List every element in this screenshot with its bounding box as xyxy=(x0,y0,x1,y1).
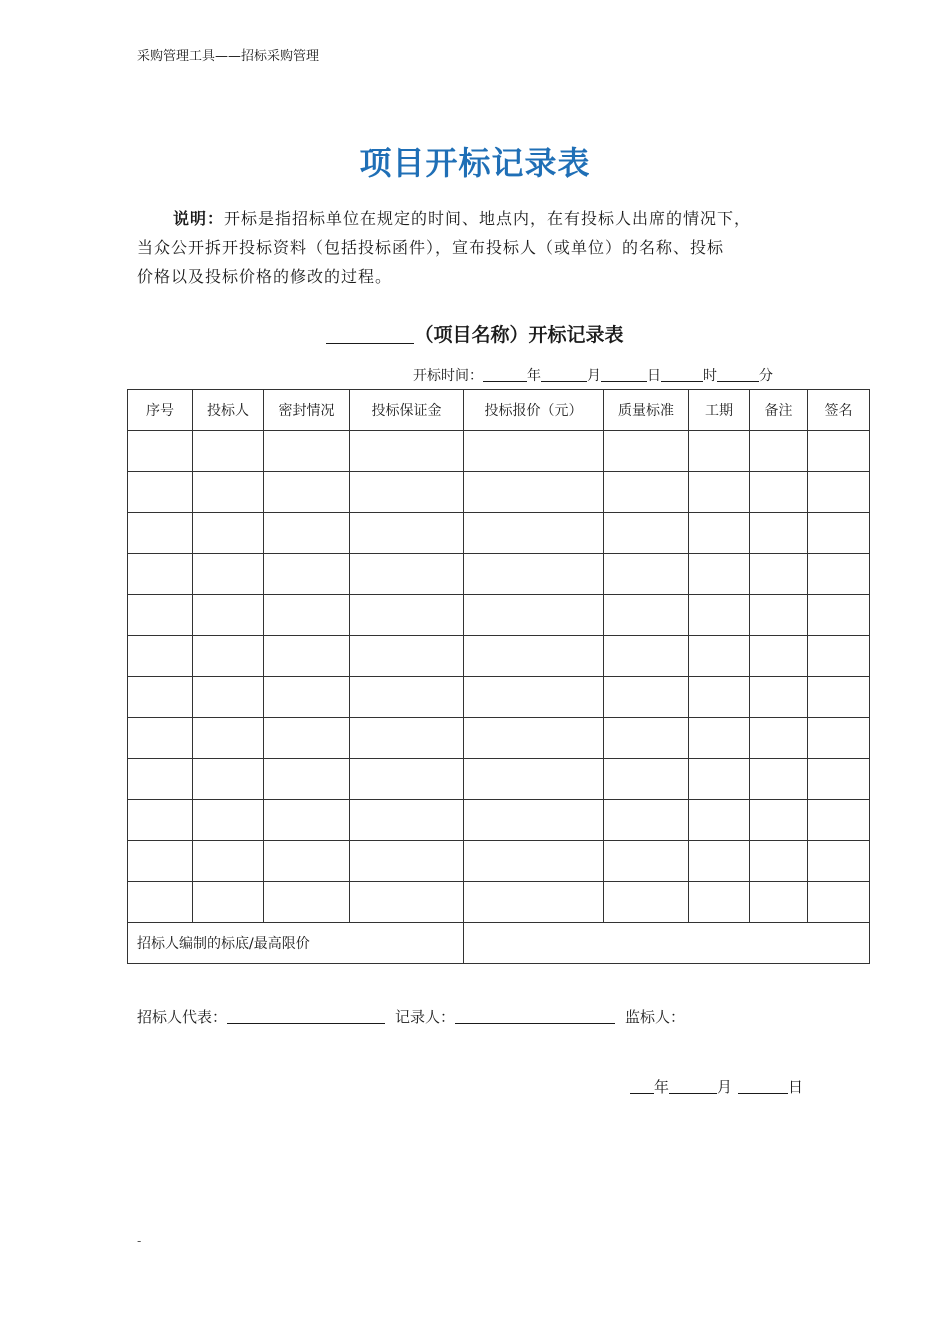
table-cell[interactable] xyxy=(604,841,689,882)
table-cell[interactable] xyxy=(264,636,350,677)
column-header: 序号 xyxy=(128,390,193,431)
minute-label: 分 xyxy=(759,368,773,384)
recorder-label: 记录人： xyxy=(395,1008,456,1026)
table-cell[interactable] xyxy=(464,718,604,759)
minute-blank[interactable] xyxy=(717,367,759,382)
table-cell[interactable] xyxy=(264,841,350,882)
table-cell[interactable] xyxy=(264,472,350,513)
reserve-price-label: 招标人编制的标底/最高限价 xyxy=(128,923,464,964)
table-cell[interactable] xyxy=(264,800,350,841)
signature-line xyxy=(137,1006,685,1027)
table-cell[interactable] xyxy=(604,759,689,800)
form-subtitle xyxy=(0,320,950,347)
table-cell[interactable] xyxy=(808,677,870,718)
column-header: 签名 xyxy=(808,390,870,431)
table-cell[interactable] xyxy=(464,841,604,882)
table-cell[interactable] xyxy=(689,800,750,841)
year-label: 年 xyxy=(527,368,541,384)
table-cell[interactable] xyxy=(750,636,808,677)
table-cell[interactable] xyxy=(808,431,870,472)
table-cell[interactable] xyxy=(464,759,604,800)
table-cell[interactable] xyxy=(604,472,689,513)
date-year-label: 年 xyxy=(654,1078,670,1096)
table-cell[interactable] xyxy=(193,759,264,800)
table-cell[interactable] xyxy=(128,800,193,841)
table-cell[interactable] xyxy=(350,677,464,718)
table-cell[interactable] xyxy=(808,718,870,759)
date-day-label: 日 xyxy=(788,1078,804,1096)
table-cell[interactable] xyxy=(808,554,870,595)
table-cell[interactable] xyxy=(464,554,604,595)
table-cell[interactable] xyxy=(464,513,604,554)
table-cell[interactable] xyxy=(464,636,604,677)
table-cell[interactable] xyxy=(128,718,193,759)
table-cell[interactable] xyxy=(350,595,464,636)
month-blank[interactable] xyxy=(541,367,587,382)
date-month-label: 月 xyxy=(717,1078,733,1096)
column-header: 备注 xyxy=(750,390,808,431)
table-cell[interactable] xyxy=(808,759,870,800)
table-row xyxy=(128,513,870,554)
table-cell[interactable] xyxy=(350,882,464,923)
table-cell[interactable] xyxy=(350,841,464,882)
table-cell[interactable] xyxy=(128,882,193,923)
date-month-blank[interactable] xyxy=(669,1077,717,1094)
column-header: 密封情况 xyxy=(264,390,350,431)
recorder-blank[interactable] xyxy=(455,1007,615,1024)
table-cell[interactable] xyxy=(689,677,750,718)
subtitle-text: （项目名称）开标记录表 xyxy=(414,324,624,346)
table-cell[interactable] xyxy=(193,472,264,513)
table-cell[interactable] xyxy=(689,841,750,882)
column-header: 投标人 xyxy=(193,390,264,431)
table-cell[interactable] xyxy=(128,841,193,882)
table-cell[interactable] xyxy=(604,636,689,677)
table-cell[interactable] xyxy=(750,800,808,841)
day-label: 日 xyxy=(647,368,661,384)
year-blank[interactable] xyxy=(483,367,527,382)
table-cell[interactable] xyxy=(750,677,808,718)
table-cell[interactable] xyxy=(193,677,264,718)
column-header: 投标保证金 xyxy=(350,390,464,431)
column-header: 工期 xyxy=(689,390,750,431)
table-cell[interactable] xyxy=(464,677,604,718)
table-cell[interactable] xyxy=(750,472,808,513)
table-cell[interactable] xyxy=(750,554,808,595)
table-cell[interactable] xyxy=(604,718,689,759)
project-name-blank[interactable] xyxy=(326,323,414,344)
table-row xyxy=(128,882,870,923)
table-header-row xyxy=(128,390,870,431)
table-cell[interactable] xyxy=(750,841,808,882)
table-cell[interactable] xyxy=(689,718,750,759)
table-cell[interactable] xyxy=(604,554,689,595)
table-cell[interactable] xyxy=(128,554,193,595)
date-year-blank[interactable] xyxy=(630,1077,654,1094)
table-cell[interactable] xyxy=(350,759,464,800)
table-row xyxy=(128,841,870,882)
table-cell[interactable] xyxy=(193,595,264,636)
table-cell[interactable] xyxy=(193,718,264,759)
hour-label: 时 xyxy=(703,368,717,384)
table-row xyxy=(128,554,870,595)
table-cell[interactable] xyxy=(689,759,750,800)
table-cell[interactable] xyxy=(808,513,870,554)
table-row xyxy=(128,636,870,677)
table-cell[interactable] xyxy=(808,841,870,882)
description-line-3: 价格以及投标价格的修改的过程。 xyxy=(137,267,393,286)
table-cell[interactable] xyxy=(193,636,264,677)
table-cell[interactable] xyxy=(604,513,689,554)
table-cell[interactable] xyxy=(193,800,264,841)
table-cell[interactable] xyxy=(808,595,870,636)
table-row xyxy=(128,431,870,472)
column-header: 投标报价（元） xyxy=(464,390,604,431)
table-cell[interactable] xyxy=(350,554,464,595)
opening-time-line xyxy=(413,365,773,385)
description-label: 说明： xyxy=(173,209,225,228)
page-title: 项目开标记录表 xyxy=(359,144,591,182)
table-cell[interactable] xyxy=(264,677,350,718)
table-cell[interactable] xyxy=(750,431,808,472)
table-cell[interactable] xyxy=(350,472,464,513)
date-day-blank[interactable] xyxy=(738,1077,788,1094)
table-cell[interactable] xyxy=(750,718,808,759)
table-cell[interactable] xyxy=(128,595,193,636)
table-cell[interactable] xyxy=(808,472,870,513)
table-cell[interactable] xyxy=(128,472,193,513)
table-cell[interactable] xyxy=(689,636,750,677)
table-cell[interactable] xyxy=(750,759,808,800)
table-row xyxy=(128,472,870,513)
table-row xyxy=(128,800,870,841)
table-cell[interactable] xyxy=(350,636,464,677)
table-row xyxy=(128,759,870,800)
table-cell[interactable] xyxy=(350,513,464,554)
reserve-price-cell[interactable] xyxy=(464,923,870,964)
table-cell[interactable] xyxy=(750,882,808,923)
month-label: 月 xyxy=(587,368,601,384)
table-cell[interactable] xyxy=(689,554,750,595)
supervisor-label: 监标人： xyxy=(625,1008,686,1026)
table-cell[interactable] xyxy=(264,554,350,595)
table-cell[interactable] xyxy=(689,472,750,513)
table-cell[interactable] xyxy=(808,636,870,677)
table-cell[interactable] xyxy=(808,882,870,923)
table-cell[interactable] xyxy=(264,718,350,759)
column-header: 质量标准 xyxy=(604,390,689,431)
table-cell[interactable] xyxy=(689,431,750,472)
header-breadcrumb: 采购管理工具——招标采购管理 xyxy=(137,49,320,64)
table-cell[interactable] xyxy=(604,800,689,841)
table-cell[interactable] xyxy=(193,554,264,595)
table-footer-row xyxy=(128,923,870,964)
table-cell[interactable] xyxy=(604,595,689,636)
table-cell[interactable] xyxy=(464,595,604,636)
table-cell[interactable] xyxy=(264,759,350,800)
table-cell[interactable] xyxy=(464,800,604,841)
description xyxy=(137,204,827,291)
table-cell[interactable] xyxy=(350,718,464,759)
tenderer-rep-blank[interactable] xyxy=(227,1007,385,1024)
description-line-1: 说明：开标是指招标单位在规定的时间、地点内，在有投标人出席的情况下， xyxy=(173,209,752,228)
table-row xyxy=(128,595,870,636)
table-cell[interactable] xyxy=(464,472,604,513)
table-cell[interactable] xyxy=(350,431,464,472)
tenderer-rep-label: 招标人代表： xyxy=(137,1008,228,1026)
table-cell[interactable] xyxy=(128,431,193,472)
table-cell[interactable] xyxy=(750,595,808,636)
table-cell[interactable] xyxy=(193,882,264,923)
table-cell[interactable] xyxy=(689,595,750,636)
table-cell[interactable] xyxy=(264,882,350,923)
date-line xyxy=(630,1076,803,1097)
table-cell[interactable] xyxy=(193,431,264,472)
table-cell[interactable] xyxy=(128,677,193,718)
table-row xyxy=(128,677,870,718)
description-line-2: 当众公开拆开投标资料（包括投标函件），宣布投标人（或单位）的名称、投标 xyxy=(137,238,725,257)
table-cell[interactable] xyxy=(464,431,604,472)
table-cell[interactable] xyxy=(264,431,350,472)
table-cell[interactable] xyxy=(264,513,350,554)
table-cell[interactable] xyxy=(350,800,464,841)
opening-time-label: 开标时间： xyxy=(413,368,483,384)
table-cell[interactable] xyxy=(128,759,193,800)
table-cell[interactable] xyxy=(128,636,193,677)
table-cell[interactable] xyxy=(689,882,750,923)
page-mark: - xyxy=(137,1234,142,1248)
table-cell[interactable] xyxy=(808,800,870,841)
hour-blank[interactable] xyxy=(661,367,703,382)
table-cell[interactable] xyxy=(193,513,264,554)
table-cell[interactable] xyxy=(264,595,350,636)
table-cell[interactable] xyxy=(750,513,808,554)
table-cell[interactable] xyxy=(604,431,689,472)
table-cell[interactable] xyxy=(604,882,689,923)
table-cell[interactable] xyxy=(128,513,193,554)
table-cell[interactable] xyxy=(604,677,689,718)
table-row xyxy=(128,718,870,759)
table-cell[interactable] xyxy=(464,882,604,923)
day-blank[interactable] xyxy=(601,367,647,382)
table-cell[interactable] xyxy=(193,841,264,882)
bid-opening-table xyxy=(127,389,870,964)
table-cell[interactable] xyxy=(689,513,750,554)
